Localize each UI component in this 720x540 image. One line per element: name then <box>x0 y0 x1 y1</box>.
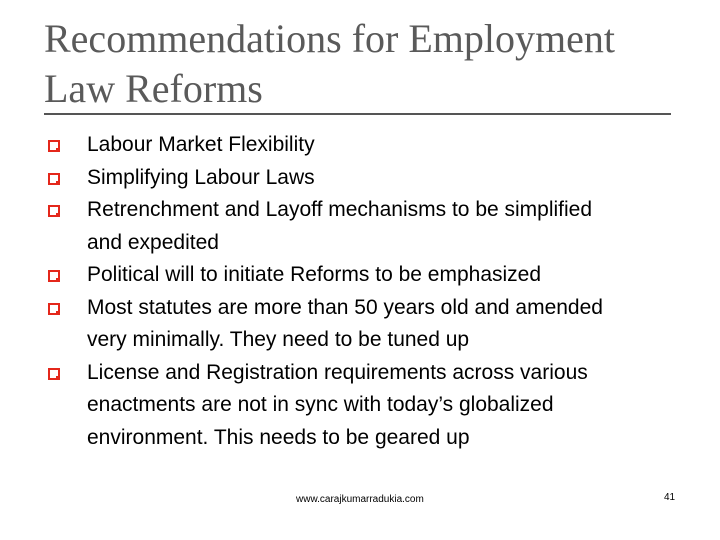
title-divider <box>44 113 671 115</box>
bullet-item <box>48 162 688 195</box>
bullet-text-line: and expedited <box>87 230 219 254</box>
slide-title-line-1: Recommendations for Employment <box>44 16 615 61</box>
bullet-text-line: Labour Market Flexibility <box>87 133 315 156</box>
bullet-item <box>48 194 688 259</box>
square-bullet-icon <box>48 303 60 315</box>
bullet-text-line: Most statutes are more than 50 years old and amended <box>87 295 603 319</box>
bullet-text-line: Retrenchment and Layoff mechanisms to be simplified <box>87 198 593 221</box>
slide-title-line-2: Law Reforms <box>44 66 263 111</box>
square-bullet-icon <box>48 205 60 217</box>
bullet-text-line: License and Registration requirements across various <box>87 360 588 384</box>
bullet-text-line: Simplifying Labour Laws <box>87 165 315 189</box>
bullet-item <box>48 292 688 357</box>
slide-title <box>44 14 684 114</box>
bullet-text-line: Political will to initiate Reforms to be emphasized <box>87 263 542 286</box>
square-bullet-icon <box>48 270 60 282</box>
square-bullet-icon <box>48 173 60 185</box>
bullet-text-line: enactments are not in sync with today’s globalized <box>87 393 554 416</box>
bullet-item <box>48 129 688 162</box>
page-number: 41 <box>664 492 676 503</box>
bullet-text-line: environment. This needs to be geared up <box>87 425 470 449</box>
bullet-text-line: very minimally. They need to be tuned up <box>87 328 470 351</box>
footer-url: www.carajkumarradukia.com <box>296 494 424 505</box>
bullet-item <box>48 259 688 292</box>
bullet-item <box>48 357 688 455</box>
square-bullet-icon <box>48 140 60 152</box>
bullet-list <box>48 129 688 454</box>
square-bullet-icon <box>48 368 60 380</box>
